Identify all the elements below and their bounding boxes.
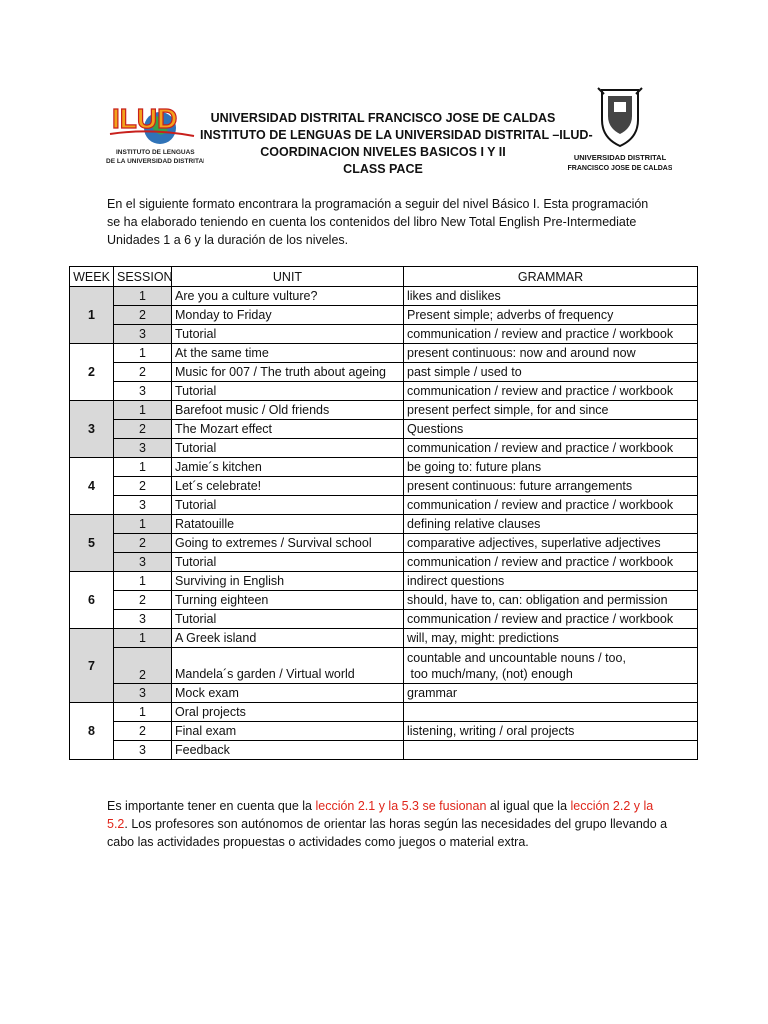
crest-caption-2: FRANCISCO JOSE DE CALDAS (568, 165, 672, 172)
table-row (70, 420, 698, 439)
grammar-line-1: countable and uncountable nouns / too, (407, 650, 626, 665)
university-crest (568, 84, 672, 174)
grammar-cell (404, 648, 698, 684)
unit-cell: A Greek island (172, 629, 404, 648)
table-row (70, 363, 698, 382)
grammar-cell: should, have to, can: obligation and permission (404, 591, 698, 610)
unit-cell: Tutorial (172, 439, 404, 458)
week-number: 6 (70, 572, 114, 629)
note-highlight-2: lección 2.2 y la 5.2 (107, 799, 654, 831)
table-row (70, 496, 698, 515)
note-text-2: al igual que la (486, 799, 571, 813)
session-number: 1 (114, 401, 172, 420)
session-number: 2 (114, 591, 172, 610)
table-row (70, 515, 698, 534)
unit-cell: Oral projects (172, 703, 404, 722)
session-number: 3 (114, 439, 172, 458)
ilud-logo (104, 98, 204, 170)
unit-cell: Tutorial (172, 382, 404, 401)
table-row (70, 741, 698, 760)
grammar-cell: communication / review and practice / workbook (404, 553, 698, 572)
week-number: 5 (70, 515, 114, 572)
unit-cell: Final exam (172, 722, 404, 741)
header-titles (200, 110, 593, 178)
session-number: 1 (114, 287, 172, 306)
intro-line-3: Unidades 1 a 6 y la duración de los niveles. (107, 233, 349, 247)
grammar-cell (404, 741, 698, 760)
unit-header: UNIT (172, 267, 404, 287)
unit-cell: Tutorial (172, 610, 404, 629)
session-number: 1 (114, 572, 172, 591)
grammar-cell: listening, writing / oral projects (404, 722, 698, 741)
table-row (70, 534, 698, 553)
week-number: 7 (70, 629, 114, 703)
session-number: 3 (114, 684, 172, 703)
grammar-cell: past simple / used to (404, 363, 698, 382)
note-text-1: Es importante tener en cuenta que la (107, 799, 316, 813)
unit-cell: Are you a culture vulture? (172, 287, 404, 306)
note-highlight-1: lección 2.1 y la 5.3 se fusionan (315, 799, 487, 813)
intro-line-1: En el siguiente formato encontrara la programación a seguir del nivel Básico I. Esta programación (107, 197, 649, 211)
session-number: 3 (114, 610, 172, 629)
class-pace-title: CLASS PACE (343, 162, 423, 176)
table-row (70, 382, 698, 401)
unit-cell: Turning eighteen (172, 591, 404, 610)
institute-title: INSTITUTO DE LENGUAS DE LA UNIVERSIDAD DISTRITAL –ILUD- (200, 128, 593, 142)
table-row (70, 477, 698, 496)
session-number: 2 (114, 648, 172, 684)
ilud-caption-2: DE LA UNIVERSIDAD DISTRITAL (106, 158, 204, 165)
session-number: 2 (114, 363, 172, 382)
intro-line-2: se ha elaborado teniendo en cuenta los contenidos del libro New Total English Pre-Intermediate (107, 215, 637, 229)
unit-cell: Ratatouille (172, 515, 404, 534)
week-number: 8 (70, 703, 114, 760)
grammar-cell: defining relative clauses (404, 515, 698, 534)
session-number: 3 (114, 496, 172, 515)
table-row (70, 684, 698, 703)
unit-cell: Mock exam (172, 684, 404, 703)
table-row (70, 722, 698, 741)
grammar-cell: present continuous: now and around now (404, 344, 698, 363)
table-row (70, 439, 698, 458)
week-number: 4 (70, 458, 114, 515)
unit-cell: Monday to Friday (172, 306, 404, 325)
session-number: 3 (114, 382, 172, 401)
unit-cell: Tutorial (172, 496, 404, 515)
ilud-logo-graphic (104, 98, 204, 170)
grammar-cell: grammar (404, 684, 698, 703)
note-text-3: . Los profesores son autónomos de orientar las horas según las necesidades del grupo llevando a cabo las actividades propuestas o actividades como juegos o material extra. (107, 817, 668, 849)
grammar-cell: communication / review and practice / workbook (404, 439, 698, 458)
week-number: 1 (70, 287, 114, 344)
table-row (70, 458, 698, 477)
intro-paragraph (107, 195, 667, 249)
crest-graphic (568, 84, 672, 174)
unit-cell: Feedback (172, 741, 404, 760)
session-number: 1 (114, 515, 172, 534)
unit-cell: At the same time (172, 344, 404, 363)
grammar-cell: Present simple; adverbs of frequency (404, 306, 698, 325)
grammar-line-2: too much/many, (not) enough (407, 666, 573, 681)
session-header: SESSION (114, 267, 172, 287)
grammar-cell: present perfect simple, for and since (404, 401, 698, 420)
crest-caption-1: UNIVERSIDAD DISTRITAL (573, 153, 667, 162)
grammar-cell: likes and dislikes (404, 287, 698, 306)
unit-cell: The Mozart effect (172, 420, 404, 439)
coordination-title: COORDINACION NIVELES BASICOS I Y II (260, 145, 506, 159)
session-number: 1 (114, 629, 172, 648)
session-number: 2 (114, 534, 172, 553)
ilud-caption-1: INSTITUTO DE LENGUAS (116, 149, 195, 156)
grammar-cell: communication / review and practice / workbook (404, 382, 698, 401)
grammar-cell: communication / review and practice / workbook (404, 325, 698, 344)
session-number: 2 (114, 477, 172, 496)
table-row (70, 591, 698, 610)
table-row (70, 553, 698, 572)
table-row (70, 703, 698, 722)
session-number: 1 (114, 344, 172, 363)
grammar-cell: communication / review and practice / workbook (404, 610, 698, 629)
unit-cell: Surviving in English (172, 572, 404, 591)
grammar-cell (404, 703, 698, 722)
grammar-cell: comparative adjectives, superlative adjectives (404, 534, 698, 553)
closing-note (107, 797, 672, 851)
week-number: 2 (70, 344, 114, 401)
table-row (70, 648, 698, 684)
table-row (70, 306, 698, 325)
week-number: 3 (70, 401, 114, 458)
table-row (70, 344, 698, 363)
table-row (70, 287, 698, 306)
table-row (70, 401, 698, 420)
session-number: 2 (114, 420, 172, 439)
unit-cell: Tutorial (172, 553, 404, 572)
grammar-cell: present continuous: future arrangements (404, 477, 698, 496)
unit-cell: Let´s celebrate! (172, 477, 404, 496)
table-row (70, 610, 698, 629)
grammar-cell: Questions (404, 420, 698, 439)
table-row (70, 572, 698, 591)
class-pace-table (69, 266, 698, 760)
session-number: 3 (114, 325, 172, 344)
unit-cell: Mandela´s garden / Virtual world (172, 648, 404, 684)
table-row (70, 629, 698, 648)
session-number: 2 (114, 722, 172, 741)
session-number: 1 (114, 703, 172, 722)
grammar-cell: indirect questions (404, 572, 698, 591)
university-title: UNIVERSIDAD DISTRITAL FRANCISCO JOSE DE CALDAS (210, 111, 556, 125)
unit-cell: Tutorial (172, 325, 404, 344)
session-number: 3 (114, 553, 172, 572)
grammar-cell: be going to: future plans (404, 458, 698, 477)
unit-cell: Barefoot music / Old friends (172, 401, 404, 420)
unit-cell: Going to extremes / Survival school (172, 534, 404, 553)
ilud-logo-text: ILUD (112, 103, 178, 134)
session-number: 1 (114, 458, 172, 477)
grammar-cell: communication / review and practice / workbook (404, 496, 698, 515)
table-header-row (70, 267, 698, 287)
table-row (70, 325, 698, 344)
session-number: 2 (114, 306, 172, 325)
unit-cell: Jamie´s kitchen (172, 458, 404, 477)
week-header: WEEK (70, 267, 114, 287)
grammar-header: GRAMMAR (404, 267, 698, 287)
session-number: 3 (114, 741, 172, 760)
grammar-cell: will, may, might: predictions (404, 629, 698, 648)
unit-cell: Music for 007 / The truth about ageing (172, 363, 404, 382)
